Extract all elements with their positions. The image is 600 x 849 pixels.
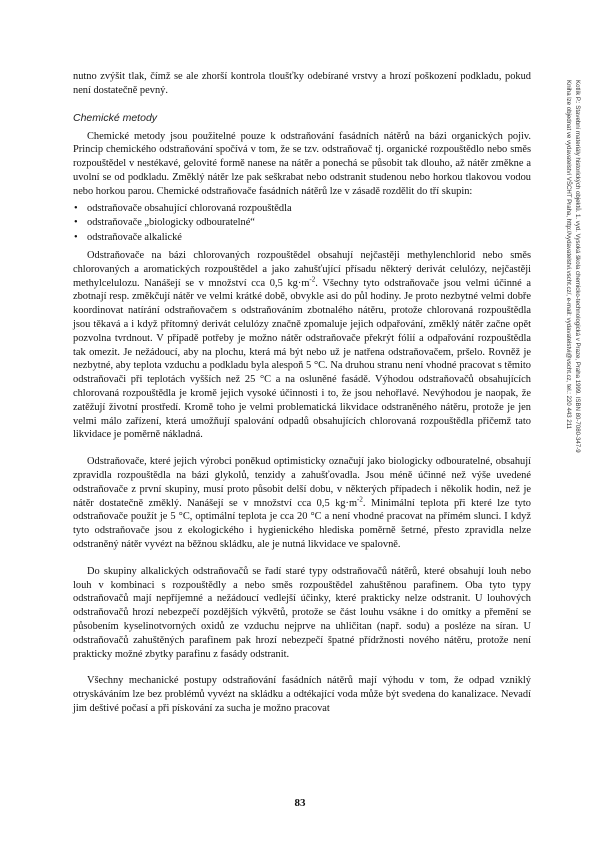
paragraph-text: Odstraňovače, které jejich výrobci poněkud optimisticky označují jako biologicky odbouratelné, obsahují zpravidla rozpouštědla na bázi glykolů, tenzidy a zahušťovadla. Jsou méně účinné než výše uvedené odstraňovače z první skupiny, musí proto působit delší dobu, v některých případech i několik hodin, než je nátěr dostatečně změklý. Nanášejí se v množství cca 0,5 kg·m — [73, 456, 531, 509]
intro-paragraph: nutno zvýšit tlak, čímž se ale zhorší kontrola tloušťky odebírané vrstvy a hrozí poškození podkladu, pokud není dostatečně pevný. — [73, 71, 531, 96]
superscript: -2 — [309, 275, 316, 284]
superscript: -2 — [357, 495, 363, 504]
list-item: • odstraňovače alkalické — [73, 231, 531, 246]
page-body — [73, 70, 531, 716]
citation-line: Kniha lze objednat ve vydavatelství VŠCHT Praha, http://vydavatelstvi.vscht.cz/, e-mail: vydavatelstvi@vscht.cz, tel.: 220 443 211 — [565, 80, 572, 430]
remover-groups-list — [73, 202, 531, 246]
paragraph-chemical-methods: Chemické metody jsou použitelné pouze k odstraňování fasádních nátěrů na bázi organických pojiv. Princip chemického odstraňování spočívá v tom, že se tzv. odstraňovač tj. organické rozpouštědlo nebo směs rozpouštědel v nestékavé, gelovité formě nanese na nátěr a ponechá se působit tak dlouho, až nátěr změkne a uvolní se od podkladu. Změklý nátěr lze pak seškrabat nebo odstranit studenou nebo horkou tlakovou vodou nebo horkou parou. Chemické odstraňovače fasádních nátěrů lze v zásadě rozdělit do tří skupin: — [73, 130, 531, 197]
paragraph-text: . Minimální teplota při které lze tyto odstraňovače použít je 5 °C, optimální teplota je cca 20 °C a není vhodné pracovat na přímém slunci. I když tyto odstraňovače jsou z ekologického i hygienického hlediska poměrně šetrné, přesto zpravidla nelze odstraněný nátěr vyvézt na běžnou skládku, ale je nutná likvidace ve spalovně. — [73, 497, 532, 551]
side-citation — [552, 80, 582, 720]
paragraph-mechanical: Všechny mechanické postupy odstraňování fasádních nátěrů mají výhodu v tom, že odpad vzniklý otryskáváním lze bez problémů vyvézt na skládku a odtékající voda může být svedena do kanalizace. Nevadí jim deštivé počasí a při pískování za sucha je možno pracovat — [73, 675, 531, 714]
paragraph-chlorinated — [73, 249, 531, 442]
paragraph-biodegradable — [73, 455, 531, 552]
page-number: 83 — [294, 797, 306, 809]
paragraph-alkaline: Do skupiny alkalických odstraňovačů se řadí staré typy odstraňovačů nátěrů, které obsahují louh nebo louh v kombinaci s rozpouštědly a nebo směs rozpouštědel zahuštěnou parafinem. Oba tyto typy odstraňovačů mají nepříjemné a nežádoucí vedlejší účinky, které prakticky nelze odstranit. U louhových odstraňovačů hrozí nebezpečí pozdějších výkvětů, protože se část louhu vsákne i do omítky a přemění se působením kyselinotvorných oxidů ze vzduchu nejprve na uhličitan (např. sodu) a posléze na síran. U odstraňovačů zahuštěných parafinem pak hrozí nebezpečí špatné přídržnosti nového nátěru, protože není prakticky možné zbytky parafinu z fasády odstranit. — [73, 565, 531, 660]
paragraph-text: Odstraňovače na bázi chlorovaných rozpouštědel obsahují nejčastěji methylenchlorid nebo směs chlorovaných a aromatických rozpouštědel a jako zahušťující přísadu některý derivát celulózy, nejčastěji methylcelulozu. Nanášejí se v množství cca 0,5 kg·m — [73, 250, 531, 289]
list-item: • odstraňovače „biologicky odbouratelné“ — [73, 216, 531, 231]
paragraph-text: . Všechny tyto odstraňovače jsou velmi účinné a zbotnají resp. změkčují nátěr ve velmi krátké době, obvykle asi do půl hodiny. Je proto nezbytné velmi dobře koordinovat natírání odstraňovačem s odstraňováním zbotnalého nátěru, protože chlorovaná rozpouštědla jsou těkavá a i když přítomný derivát celulózy značně zpomaluje jejich odpařování, změklý nátěr začne opět pozvolna tvrdnout. V případě potřeby je možno nátěr odstraňovače překrýt fólií a odpařování rozpouštědla tak omezit. Je nežádoucí, aby na plochu, která má být nebo už je natřena odstraňovačem, pršelo. Rovněž je nezbytné, aby teplota vzduchu a podkladu byla alespoň 5 °C. Na druhou stranu není vhodné pracovat s těmito odstraňovači při teplotách vyšších než 25 °C a na osluněné fasádě. Výhodou odstraňovačů obsahujících chlorovaná rozpouštědla je kromě jejich vysoké účinnosti i to, že jsou nehořlavé. Nevýhodou je naopak, že zatěžují životní prostředí. Kromě toho je velmi problematická likvidace odstraněného nátěru, protože je jen velmi málo zařízení, která umožňují spalování odpadů obsahujících chlorovaná rozpouštědla přičemž tato likvidace je poměrně nákladná. — [73, 277, 531, 441]
section-heading: Chemické metody — [73, 111, 158, 124]
citation-line: Kotlík P.: Stavební materiály historických objektů. 1. vyd. Vysoká škola chemicko-technologická v Praze, Praha 1999. ISBN 80-7080-347-9 — [574, 80, 581, 453]
list-item: • odstraňovače obsahující chlorovaná rozpouštědla — [73, 202, 531, 217]
